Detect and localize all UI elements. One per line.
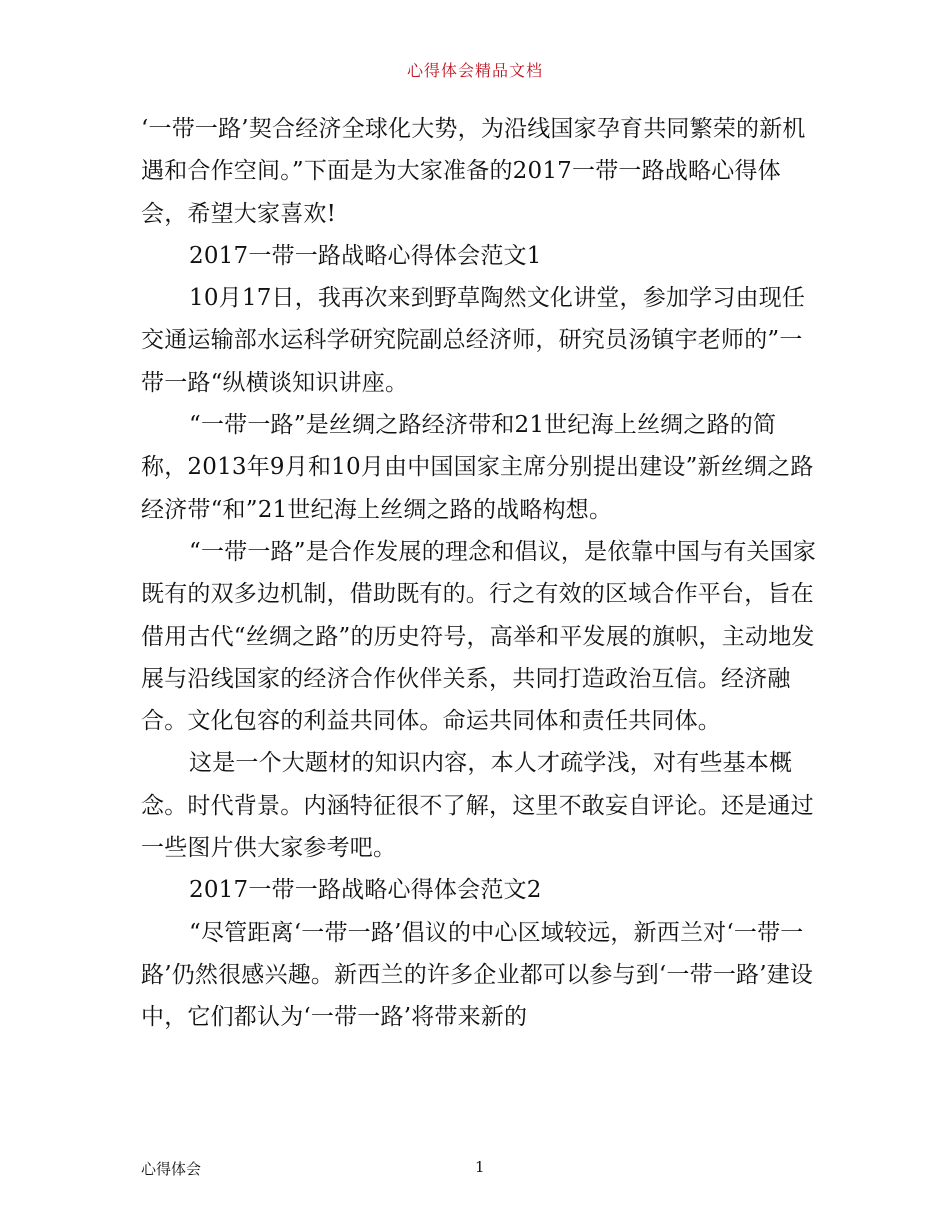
document-body [141,108,821,1039]
paragraph-concept: “一带一路”是合作发展的理念和倡议，是依靠中国与有关国家既有的双多边机制，借助既有的。行之有效的区域合作平台，旨在借用古代“丝绸之路”的历史符号，高举和平发展的旗帜，主动地发展与沿线国家的经济合作伙伴关系，共同打造政治互信。经济融合。文化包容的利益共同体。命运共同体和责任共同体。 [141,538,817,735]
page-header-title: 心得体会精品文档 [406,61,543,80]
page-footer [141,1158,821,1180]
page-number: 1 [475,1158,485,1176]
paragraph-intro: ‘一带一路’契合经济全球化大势，为沿线国家孕育共同繁荣的新机遇和合作空间。”下面是为大家准备的2017一带一路战略心得体会，希望大家喜欢! [141,116,806,227]
heading-sample-2: 2017一带一路战略心得体会范文2 [189,877,542,904]
paragraph-reflection: 这是一个大题材的知识内容，本人才疏学浅，对有些基本概念。时代背景。内涵特征很不了解，这里不敢妄自评论。还是通过一些图片供大家参考吧。 [141,750,814,862]
footer-label: 心得体会 [141,1160,202,1178]
paragraph-new-zealand: “尽管距离‘一带一路’倡议的中心区域较远，新西兰对‘一带一路’仍然很感兴趣。新西兰的许多企业都可以参与到‘一带一路’建设中，它们都认为‘一带一路’将带来新的 [141,919,814,1031]
heading-sample-1: 2017一带一路战略心得体会范文1 [189,242,542,269]
paragraph-lecture: 10月17日，我再次来到野草陶然文化讲堂，参加学习由现任交通运输部水运科学研究院副总经济师，研究员汤镇宇老师的”一带一路“纵横谈知识讲座。 [141,285,806,396]
paragraph-definition: “一带一路”是丝绸之路经济带和21世纪海上丝绸之路的简称，2013年9月和10月由中国国家主席分别提出建设”新丝绸之路经济带“和”21世纪海上丝绸之路的战略构想。 [141,412,814,523]
